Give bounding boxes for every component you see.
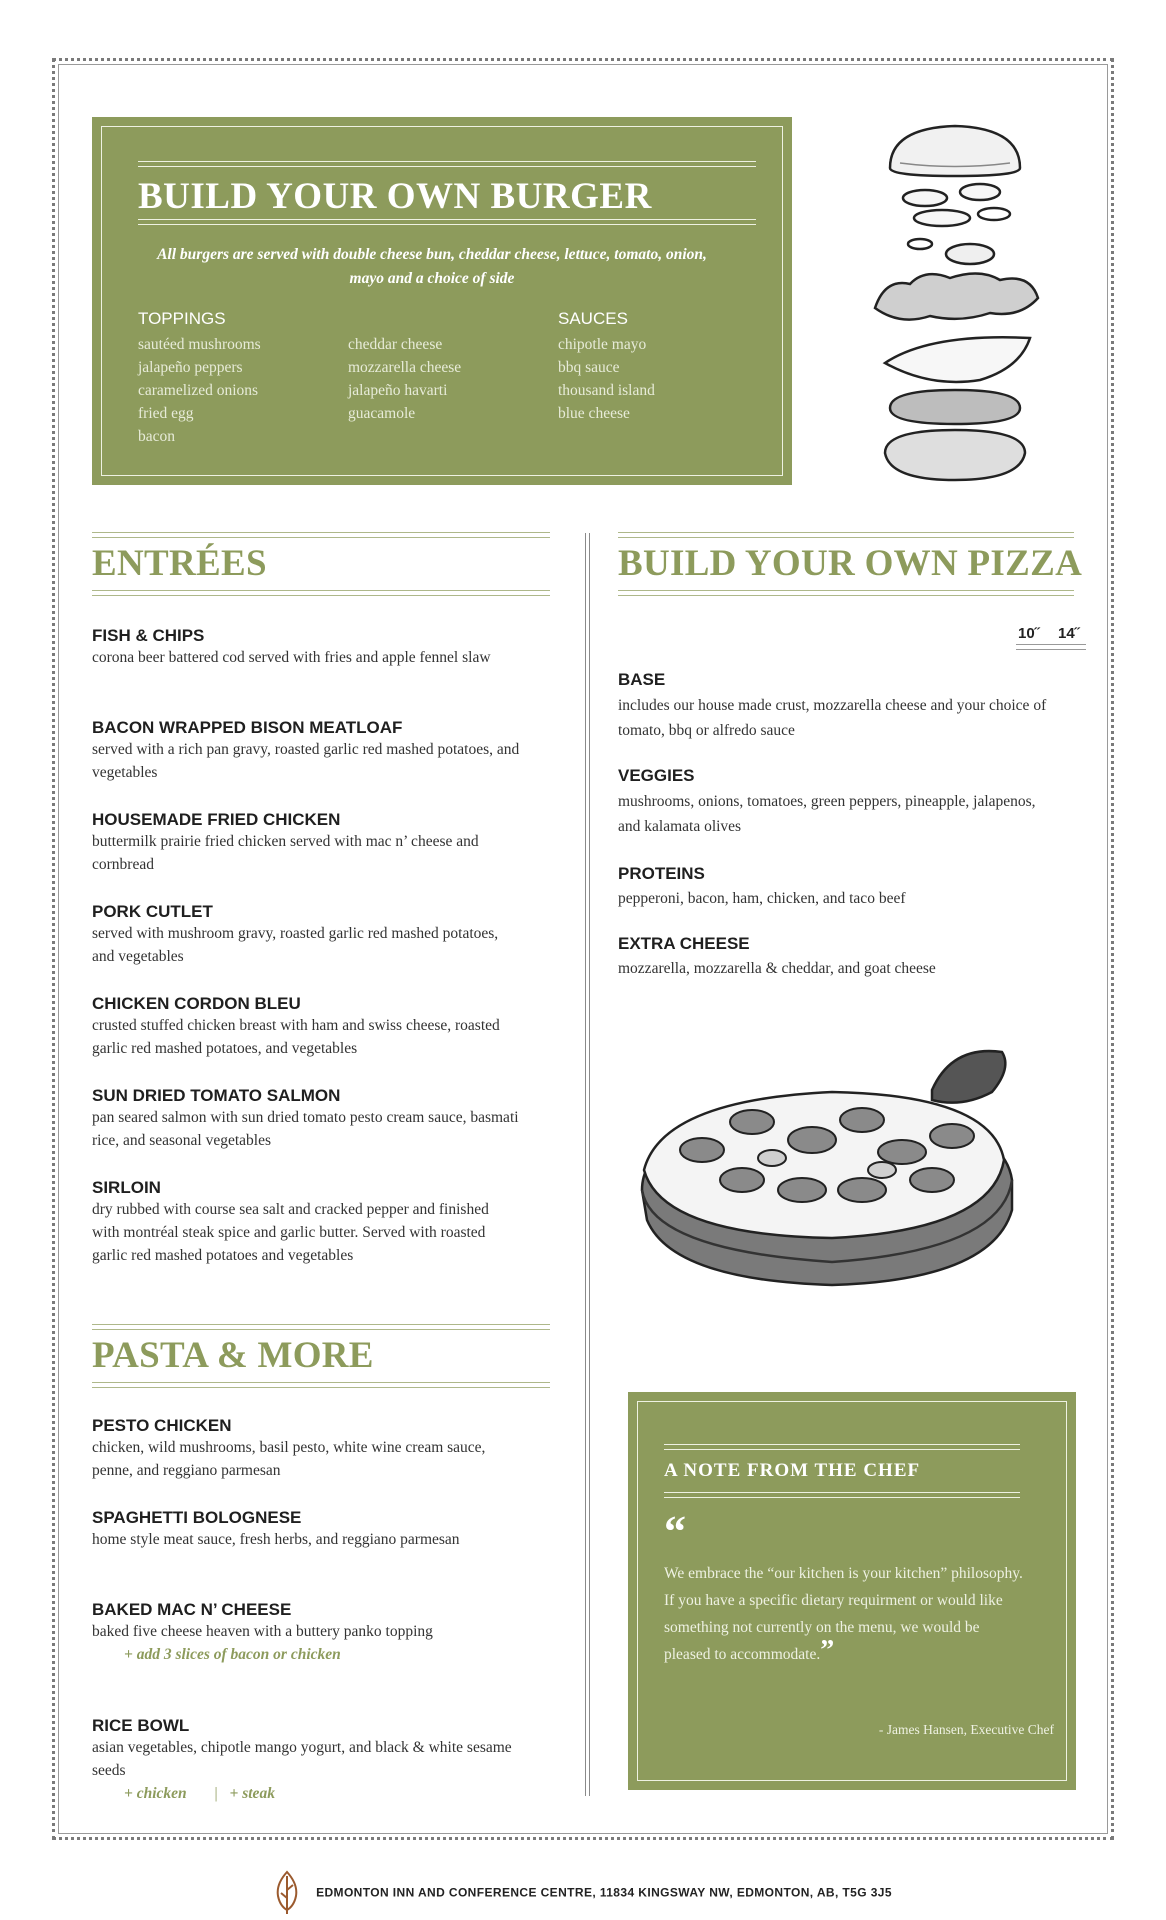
- burger-title: BUILD YOUR OWN BURGER: [138, 176, 652, 217]
- toppings-label: TOPPINGS: [138, 309, 226, 328]
- item-description: chicken, wild mushrooms, basil pesto, white wine cream sauce, penne, and reggiano parmesan: [92, 1439, 486, 1479]
- item-description: includes our house made crust, mozzarella cheese and your choice of tomato, bbq or alfredo sauce: [618, 697, 1047, 739]
- pizza-item: [618, 864, 1048, 910]
- item-description: served with a rich pan gravy, roasted garlic red mashed potatoes, and vegetables: [92, 741, 520, 781]
- menu-item: [92, 1508, 522, 1551]
- divider: [138, 161, 756, 167]
- topping-item: mozzarella cheese: [348, 359, 462, 376]
- footer: [0, 1870, 1166, 1916]
- item-name: PESTO CHICKEN: [92, 1416, 232, 1435]
- menu-item: [92, 1178, 502, 1267]
- item-name: HOUSEMADE FRIED CHICKEN: [92, 810, 341, 829]
- item-name: BASE: [618, 670, 666, 689]
- burger-intro: All burgers are served with double cheese bun, cheddar cheese, lettuce, tomato, onion, mayo and a choice of side: [157, 246, 707, 287]
- menu-item: [92, 626, 522, 669]
- pizza-title: BUILD YOUR OWN PIZZA: [618, 543, 1083, 584]
- column-divider: [585, 533, 590, 1796]
- topping-item: fried egg: [138, 405, 194, 422]
- chef-note-title: A NOTE FROM THE CHEF: [664, 1460, 921, 1481]
- item-addon: + add 3 slices of bacon or chicken: [124, 1646, 341, 1663]
- item-name: PROTEINS: [618, 864, 705, 883]
- menu-item: [92, 1086, 522, 1152]
- menu-item: [92, 810, 522, 876]
- topping-item: cheddar cheese: [348, 336, 443, 353]
- sauce-item: chipotle mayo: [558, 336, 647, 353]
- topping-item: sautéed mushrooms: [138, 336, 261, 353]
- menu-item: [92, 994, 522, 1060]
- item-name: PORK CUTLET: [92, 902, 213, 921]
- addon-steak: + steak: [229, 1785, 275, 1802]
- pasta-title: PASTA & MORE: [92, 1335, 374, 1376]
- divider: [618, 590, 1074, 596]
- menu-item: [92, 1716, 522, 1805]
- item-description: pan seared salmon with sun dried tomato pesto cream sauce, basmati rice, and seasonal vegetables: [92, 1109, 519, 1149]
- toppings-list-2: [348, 333, 461, 425]
- pizza-illustration: [632, 1040, 1022, 1300]
- footer-address: EDMONTON INN AND CONFERENCE CENTRE, 11834 KINGSWAY NW, EDMONTON, AB, T5G 3J5: [316, 1885, 892, 1900]
- item-name: VEGGIES: [618, 766, 695, 785]
- menu-item: [92, 1416, 522, 1482]
- divider: [92, 590, 550, 596]
- item-name: CHICKEN CORDON BLEU: [92, 994, 301, 1013]
- item-name: EXTRA CHEESE: [618, 934, 750, 953]
- menu-item: [92, 1600, 522, 1666]
- item-description: baked five cheese heaven with a buttery panko topping: [92, 1623, 433, 1640]
- pizza-item: [618, 670, 1048, 743]
- divider: [664, 1444, 1020, 1450]
- toppings-list-1: [138, 333, 261, 448]
- sauces-list: [558, 333, 655, 425]
- addon-separator: |: [214, 1785, 218, 1802]
- close-quote-icon: ”: [820, 1635, 835, 1666]
- leaf-logo-icon: [274, 1870, 300, 1916]
- burger-illustration: [870, 118, 1070, 488]
- sauce-item: blue cheese: [558, 405, 630, 422]
- sauces-label: SAUCES: [558, 309, 628, 328]
- divider: [618, 532, 1074, 538]
- pizza-item: [618, 934, 1048, 980]
- item-name: SPAGHETTI BOLOGNESE: [92, 1508, 302, 1527]
- item-name: SIRLOIN: [92, 1178, 161, 1197]
- item-description: home style meat sauce, fresh herbs, and reggiano parmesan: [92, 1531, 460, 1548]
- item-name: RICE BOWL: [92, 1716, 190, 1735]
- item-description: pepperoni, bacon, ham, chicken, and taco beef: [618, 890, 906, 907]
- item-description: asian vegetables, chipotle mango yogurt, and black & white sesame seeds: [92, 1739, 512, 1779]
- topping-item: guacamole: [348, 405, 416, 422]
- item-description: mushrooms, onions, tomatoes, green peppers, pineapple, jalapenos, and kalamata olives: [618, 793, 1036, 835]
- item-addons: [92, 1782, 522, 1805]
- chef-quote-text: We embrace the “our kitchen is your kitchen” philosophy. If you have a specific dietary requirment or would like something not currently on the menu, we would be pleased to accommodate.: [664, 1565, 1023, 1663]
- divider: [92, 532, 550, 538]
- item-description: served with mushroom gravy, roasted garlic red mashed potatoes, and vegetables: [92, 925, 499, 965]
- addon-chicken: + chicken: [124, 1785, 187, 1802]
- size-large: 14˝: [1058, 625, 1080, 642]
- topping-item: jalapeño havarti: [348, 382, 448, 399]
- item-description: buttermilk prairie fried chicken served with mac n’ cheese and cornbread: [92, 833, 479, 873]
- pizza-item: [618, 766, 1048, 839]
- divider: [664, 1492, 1020, 1498]
- open-quote-icon: “: [664, 1507, 686, 1556]
- entrees-title: ENTRÉES: [92, 543, 267, 584]
- divider: [92, 1382, 550, 1388]
- sauce-item: thousand island: [558, 382, 655, 399]
- divider: [92, 1324, 550, 1330]
- chef-signature: - James Hansen, Executive Chef: [878, 1722, 1054, 1737]
- sauce-item: bbq sauce: [558, 359, 620, 376]
- menu-item: [92, 902, 522, 968]
- chef-note-panel: [628, 1392, 1076, 1790]
- menu-item: [92, 718, 522, 784]
- item-name: BACON WRAPPED BISON MEATLOAF: [92, 718, 403, 737]
- topping-item: jalapeño peppers: [138, 359, 243, 376]
- item-name: SUN DRIED TOMATO SALMON: [92, 1086, 341, 1105]
- chef-quote: [664, 1560, 1024, 1668]
- divider: [138, 219, 756, 225]
- topping-item: bacon: [138, 428, 176, 445]
- item-name: FISH & CHIPS: [92, 626, 205, 645]
- burger-panel: [92, 117, 792, 485]
- size-small: 10˝: [1018, 625, 1040, 642]
- item-description: crusted stuffed chicken breast with ham and swiss cheese, roasted garlic red mashed potatoes, and vegetables: [92, 1017, 500, 1057]
- item-description: dry rubbed with course sea salt and cracked pepper and finished with montréal steak spice and garlic butter. Served with roasted garlic red mashed potatoes and vegetables: [92, 1201, 489, 1264]
- size-divider: [1016, 644, 1086, 650]
- item-description: corona beer battered cod served with fries and apple fennel slaw: [92, 649, 491, 666]
- topping-item: caramelized onions: [138, 382, 259, 399]
- item-name: BAKED MAC N’ CHEESE: [92, 1600, 292, 1619]
- item-description: mozzarella, mozzarella & cheddar, and goat cheese: [618, 960, 936, 977]
